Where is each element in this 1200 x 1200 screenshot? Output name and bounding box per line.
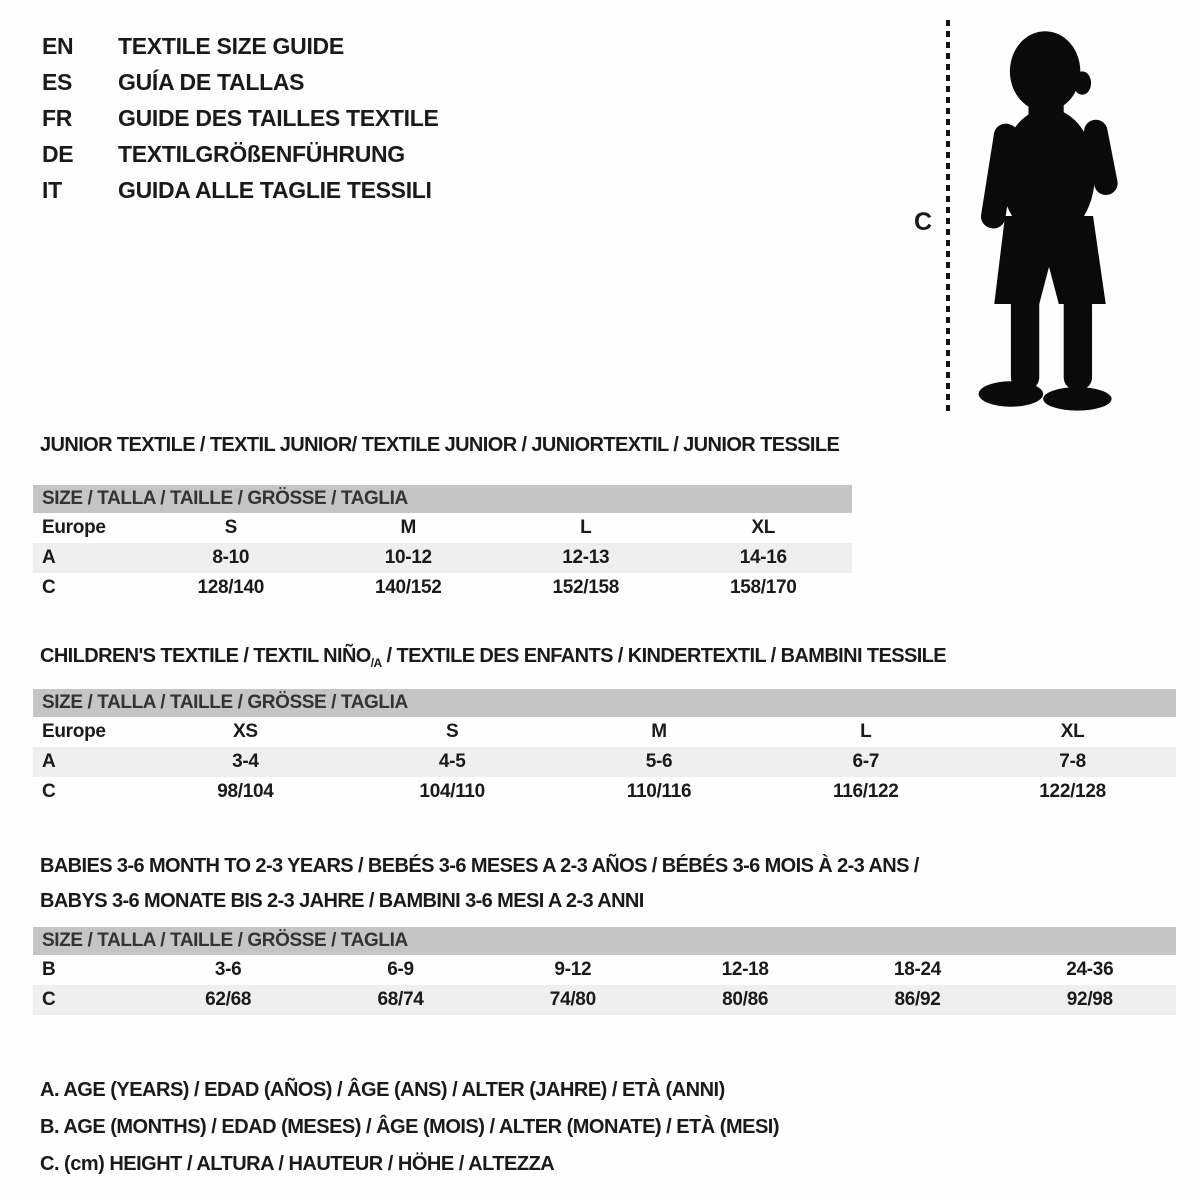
size-cell: 8-10 xyxy=(212,547,250,568)
size-cell: 4-5 xyxy=(438,751,466,772)
size-cell: XL xyxy=(1060,721,1085,742)
children-heading-rest: / TEXTILE DES ENFANTS / KINDERTEXTIL / BAMBINI TESSILE xyxy=(381,645,947,667)
junior-table-row xyxy=(33,573,852,603)
row-label: Europe xyxy=(42,721,106,742)
size-cell: XS xyxy=(233,721,258,742)
size-cell: 152/158 xyxy=(552,577,620,598)
size-cell: 110/116 xyxy=(626,781,692,802)
size-cell: 74/80 xyxy=(549,989,596,1010)
size-cell: 6-7 xyxy=(852,751,880,772)
junior-section-heading: JUNIOR TEXTILE / TEXTIL JUNIOR/ TEXTILE JUNIOR / JUNIORTEXTIL / JUNIOR TESSILE xyxy=(40,434,840,456)
row-label: C xyxy=(42,781,56,802)
size-cell: 9-12 xyxy=(554,959,592,980)
guide-title: GUIDE DES TAILLES TEXTILE xyxy=(118,104,439,131)
row-label: Europe xyxy=(42,517,106,538)
children-table-row xyxy=(33,717,1176,747)
size-cell: 14-16 xyxy=(739,547,787,568)
size-cell: XL xyxy=(751,517,776,538)
children-heading-subscript: /A xyxy=(370,656,382,670)
size-cell: 12-13 xyxy=(562,547,610,568)
children-size-header: SIZE / TALLA / TAILLE / GRÖSSE / TAGLIA xyxy=(33,689,1176,717)
height-dashed-line xyxy=(946,20,950,416)
babies-size-header: SIZE / TALLA / TAILLE / GRÖSSE / TAGLIA xyxy=(33,927,1176,955)
junior-table-row xyxy=(33,513,852,543)
size-cell: 92/98 xyxy=(1066,989,1113,1010)
legend xyxy=(40,1072,779,1183)
row-label: A xyxy=(42,547,56,568)
row-label: C xyxy=(42,989,56,1010)
size-cell: 68/74 xyxy=(377,989,424,1010)
lang-code: IT xyxy=(42,176,62,203)
size-cell: 140/152 xyxy=(374,577,442,598)
size-cell: 3-4 xyxy=(232,751,259,772)
lang-row-en xyxy=(42,28,439,64)
height-measure-figure xyxy=(900,16,1160,420)
size-cell: 116/122 xyxy=(833,781,899,802)
size-cell: 6-9 xyxy=(387,959,414,980)
lang-code: FR xyxy=(42,104,73,131)
babies-heading-line1: BABIES 3-6 MONTH TO 2-3 YEARS / BEBÉS 3-6 MESES A 2-3 AÑOS / BÉBÉS 3-6 MOIS À 2-3 ANS / xyxy=(40,855,919,877)
babies-table-row xyxy=(33,985,1176,1015)
lang-code: EN xyxy=(42,32,74,59)
children-table-row xyxy=(33,777,1176,807)
language-title-list xyxy=(42,28,439,208)
lang-row-fr xyxy=(42,100,439,136)
guide-title: GUÍA DE TALLAS xyxy=(118,68,305,95)
junior-table-row xyxy=(33,543,852,573)
lang-code: DE xyxy=(42,140,74,167)
size-cell: L xyxy=(580,517,592,538)
measure-c-label: C xyxy=(914,208,932,236)
junior-size-header: SIZE / TALLA / TAILLE / GRÖSSE / TAGLIA xyxy=(33,485,852,513)
size-cell: 24-36 xyxy=(1066,959,1114,980)
guide-title: TEXTILGRÖßENFÜHRUNG xyxy=(118,140,405,167)
guide-title: TEXTILE SIZE GUIDE xyxy=(118,32,344,59)
guide-title: GUIDA ALLE TAGLIE TESSILI xyxy=(118,176,432,203)
babies-table-row xyxy=(33,955,1176,985)
size-cell: 158/170 xyxy=(729,577,797,598)
size-cell: 104/110 xyxy=(419,781,485,802)
size-cell: 18-24 xyxy=(893,959,942,980)
size-cell: M xyxy=(651,721,667,742)
size-cell: 122/128 xyxy=(1039,781,1106,802)
row-label: A xyxy=(42,751,56,772)
children-section-heading xyxy=(40,645,946,670)
children-table-row xyxy=(33,747,1176,777)
junior-size-table xyxy=(33,485,852,603)
size-cell: 3-6 xyxy=(214,959,242,980)
legend-line-c: C. (cm) HEIGHT / ALTURA / HAUTEUR / HÖHE / ALTEZZA xyxy=(40,1153,555,1175)
legend-line-a: A. AGE (YEARS) / EDAD (AÑOS) / ÂGE (ANS) / ALTER (JAHRE) / ETÀ (ANNI) xyxy=(40,1079,725,1101)
size-cell: 12-18 xyxy=(721,959,769,980)
size-cell: 86/92 xyxy=(894,989,941,1010)
size-cell: M xyxy=(400,517,417,538)
babies-section-heading xyxy=(40,849,919,919)
legend-line-b: B. AGE (MONTHS) / EDAD (MESES) / ÂGE (MOIS) / ALTER (MONATE) / ETÀ (MESI) xyxy=(40,1116,780,1138)
lang-row-es xyxy=(42,64,439,100)
size-cell: 62/68 xyxy=(205,989,252,1010)
row-label: C xyxy=(42,577,56,598)
size-cell: S xyxy=(224,517,237,538)
size-cell: 128/140 xyxy=(197,577,265,598)
toddler-silhouette-icon xyxy=(962,18,1138,418)
children-size-table xyxy=(33,689,1176,807)
children-heading-main: CHILDREN'S TEXTILE / TEXTIL NIÑO xyxy=(40,645,371,667)
size-cell: 10-12 xyxy=(384,547,432,568)
size-cell: 7-8 xyxy=(1059,751,1086,772)
size-cell: 80/86 xyxy=(722,989,769,1010)
lang-row-it xyxy=(42,172,439,208)
size-cell: 5-6 xyxy=(645,751,673,772)
size-cell: L xyxy=(860,721,872,742)
babies-size-table xyxy=(33,927,1176,1015)
size-cell: S xyxy=(446,721,459,742)
size-cell: 98/104 xyxy=(217,781,274,802)
lang-row-de xyxy=(42,136,439,172)
babies-heading-line2: BABYS 3-6 MONATE BIS 2-3 JAHRE / BAMBINI 3-6 MESI A 2-3 ANNI xyxy=(40,890,644,912)
row-label: B xyxy=(42,959,56,980)
lang-code: ES xyxy=(42,68,73,95)
